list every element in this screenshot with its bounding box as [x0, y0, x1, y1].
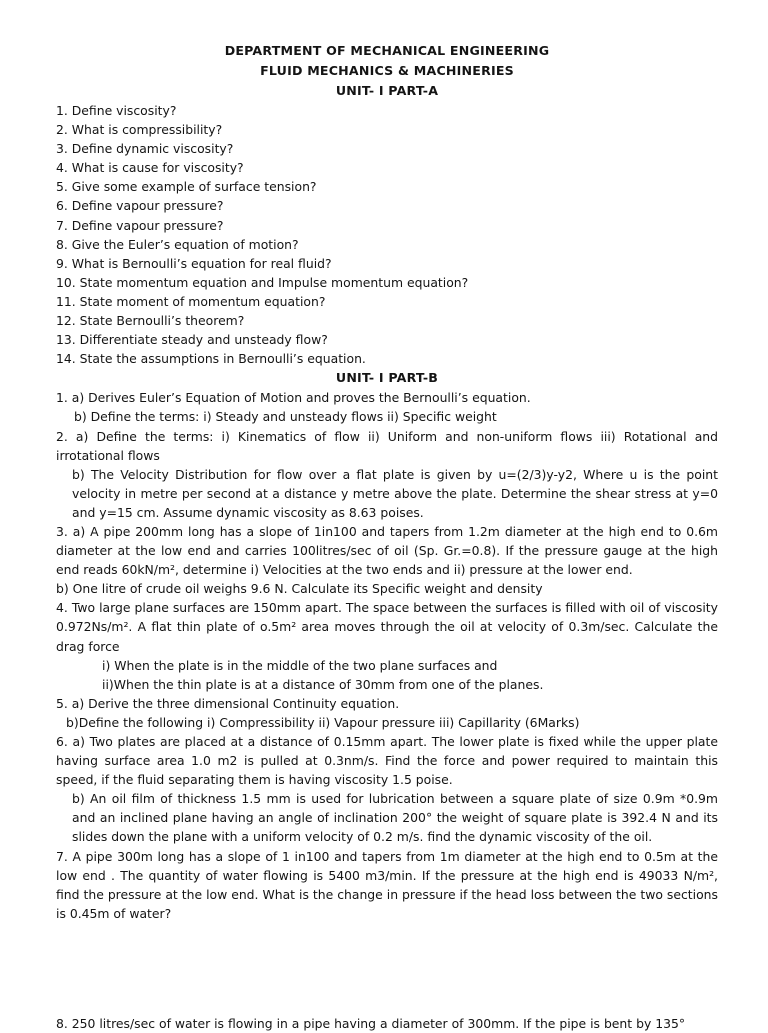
part-a-heading: UNIT- I PART-A: [335, 83, 439, 98]
question-6a: 6. a) Two plates are placed at a distance of 0.15mm apart. The lower plate is fixed while the upper plate having surface area 1.0 m2 is pulled at 0.3nm/s. Find the force and power required to maintain this speed, if the fluid separating them is having viscosity 1.5 poise.: [56, 734, 718, 788]
question-4-part-ii: ii)When the thin plate is at a distance of 30mm from one of the planes.: [102, 676, 544, 692]
document-page: [56, 41, 718, 923]
question-3b: b) One litre of crude oil weighs 9.6 N. Calculate its Specific weight and density: [56, 581, 543, 597]
question-item: 12. State Bernoulli’s theorem?: [56, 313, 245, 329]
question-item: 2. What is compressibility?: [56, 122, 223, 138]
question-item: 9. What is Bernoulli’s equation for real fluid?: [56, 255, 332, 271]
question-2a: 2. a) Define the terms: i) Kinematics of flow ii) Uniform and non-uniform flows iii) Rotational and irrotational flows: [56, 428, 718, 463]
part-b-question-list: [56, 388, 718, 923]
question-1a: 1. a) Derives Euler’s Equation of Motion and proves the Bernoulli’s equation.: [56, 390, 531, 406]
question-item: 5. Give some example of surface tension?: [56, 179, 317, 195]
question-item: 11. State moment of momentum equation?: [56, 293, 326, 309]
question-3a: 3. a) A pipe 200mm long has a slope of 1in100 and tapers from 1.2m diameter at the high end to 0.6m diameter at the low end and carries 100litres/sec of oil (Sp. Gr.=0.8). If the pressure gauge at the high end reads 60kN/m², determine i) Velocities at the two ends and ii) pressure at the lower end.: [56, 523, 718, 578]
question-item: 4. What is cause for viscosity?: [56, 160, 244, 176]
part-b-heading: UNIT- I PART-B: [335, 370, 439, 386]
question-item: 6. Define vapour pressure?: [56, 198, 224, 214]
question-2b: b) The Velocity Distribution for flow over a flat plate is given by u=(2/3)y-y2, Where u is the point velocity in metre per second at a distance y metre above the plate. Determine the shear stress at y=0 and y=15 cm. Assume dynamic viscosity as 8.63 poises.: [72, 466, 718, 520]
question-4-part-i: i) When the plate is in the middle of the two plane surfaces and: [102, 657, 498, 673]
question-item: 13. Differentiate steady and unsteady flow?: [56, 332, 328, 348]
department-heading: DEPARTMENT OF MECHANICAL ENGINEERING: [224, 43, 550, 58]
question-4: 4. Two large plane surfaces are 150mm apart. The space between the surfaces is filled with oil of viscosity 0.972Ns/m². A flat thin plate of o.5m² area moves through the oil at velocity of 0.3m/sec. Calculate the drag force: [56, 600, 718, 654]
question-5a: 5. a) Derive the three dimensional Continuity equation.: [56, 695, 400, 711]
question-8-fragment: 8. 250 litres/sec of water is flowing in a pipe having a diameter of 300mm. If the pipe is bent by 135°: [56, 1016, 686, 1031]
question-6b: b) An oil film of thickness 1.5 mm is used for lubrication between a square plate of size 0.9m *0.9m and an inclined plane having an angle of inclination 200° the weight of square plate is 392.4 N and its slides down the plane with a uniform velocity of 0.2 m/s. find the dynamic viscosity of the oil.: [72, 791, 718, 845]
question-item: 3. Define dynamic viscosity?: [56, 141, 234, 157]
question-1b: b) Define the terms: i) Steady and unsteady flows ii) Specific weight: [74, 409, 497, 425]
question-7: 7. A pipe 300m long has a slope of 1 in100 and tapers from 1m diameter at the high end to 0.5m at the low end . The quantity of water flowing is 5400 m3/min. If the pressure at the high end is 49033 N/m², find the pressure at the low end. What is the change in pressure if the head loss between the two sections is 0.45m of water?: [56, 848, 718, 921]
question-item: 8. Give the Euler’s equation of motion?: [56, 236, 299, 252]
subject-heading: FLUID MECHANICS & MACHINERIES: [260, 63, 514, 78]
question-item: 1. Define viscosity?: [56, 103, 177, 118]
part-a-question-list: [56, 101, 718, 368]
question-item: 7. Define vapour pressure?: [56, 217, 224, 233]
question-item: 14. State the assumptions in Bernoulli’s equation.: [56, 351, 366, 367]
question-5b: b)Define the following i) Compressibility ii) Vapour pressure iii) Capillarity (6Marks): [66, 714, 580, 730]
question-item: 10. State momentum equation and Impulse momentum equation?: [56, 274, 469, 290]
